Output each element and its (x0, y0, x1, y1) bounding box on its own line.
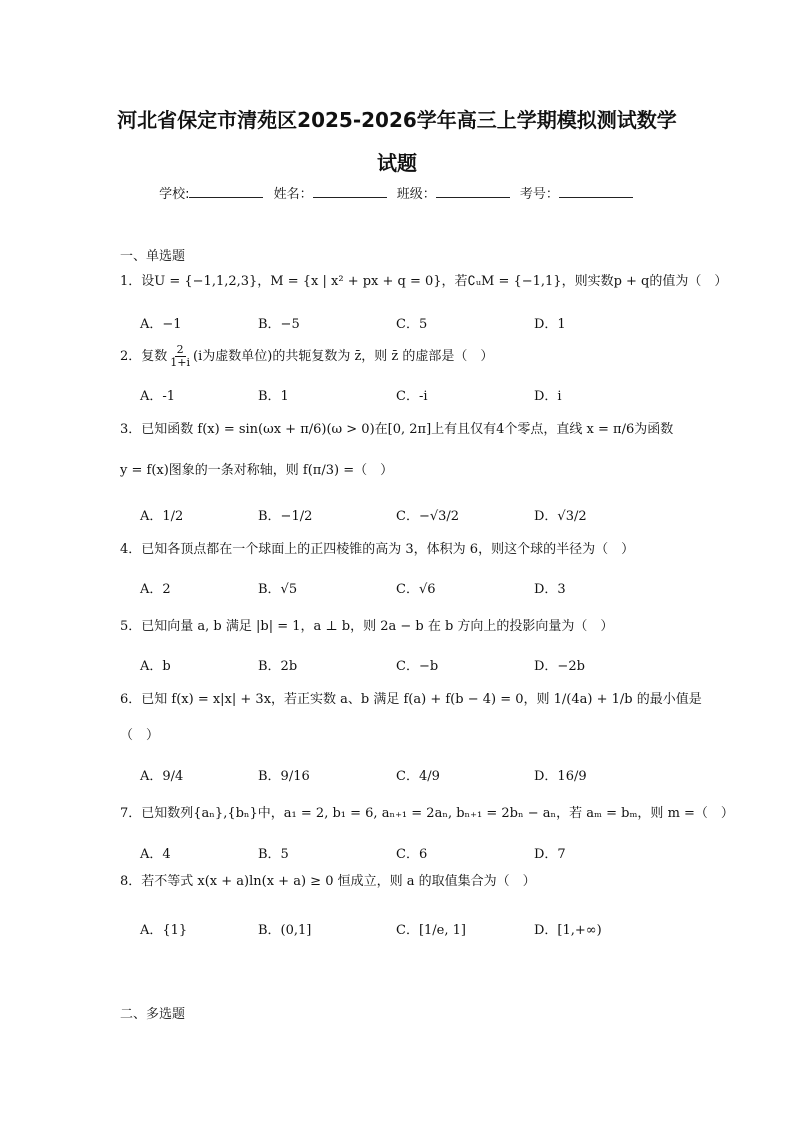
option-a[interactable]: A．b (140, 659, 171, 674)
option-c[interactable]: C．−√3/2 (396, 509, 460, 524)
option-c[interactable]: C．5 (396, 317, 428, 332)
option-c[interactable]: C．-i (396, 389, 428, 404)
page-title-line1: 河北省保定市清苑区2025-2026学年高三上学期模拟测试数学 (117, 108, 677, 132)
option-d[interactable]: D．[1,+∞) (534, 923, 602, 938)
question-8: 8．若不等式 x(x + a)ln(x + a) ≥ 0 恒成立，则 a 的取值集合为（ ） (120, 874, 536, 889)
question-6-line1: 6．已知 f(x) = x|x| + 3x，若正实数 a、b 满足 f(a) + f(b − 4) = 0，则 1/(4a) + 1/b 的最小值是 (120, 692, 702, 707)
option-c[interactable]: C．−b (396, 659, 439, 674)
option-d[interactable]: D．3 (534, 582, 566, 597)
class-blank[interactable] (436, 185, 510, 198)
option-b[interactable]: B．5 (258, 847, 289, 862)
option-d[interactable]: D．16/9 (534, 769, 587, 784)
page-title-line2: 试题 (377, 151, 417, 175)
option-b[interactable]: B．9/16 (258, 769, 310, 784)
question-2-tail: (i为虚数单位)的共轭复数为 z̄，则 z̄ 的虚部是（ ） (193, 349, 494, 364)
option-a[interactable]: A．−1 (140, 317, 182, 332)
question-2-fraction: $\frac{2}{1+i}$ (170, 343, 191, 369)
option-d[interactable]: D．7 (534, 847, 566, 862)
option-c[interactable]: C．[1/e, 1] (396, 923, 466, 938)
option-a[interactable]: A．-1 (140, 389, 176, 404)
option-b[interactable]: B．2b (258, 659, 298, 674)
option-a[interactable]: A．4 (140, 847, 171, 862)
option-c[interactable]: C．6 (396, 847, 428, 862)
question-4: 4．已知各顶点都在一个球面上的正四棱锥的高为 3，体积为 6，则这个球的半径为（ ） (120, 542, 635, 557)
section-single-choice: 一、单选题 (120, 249, 186, 264)
question-2-lead: 2．复数 (120, 349, 168, 364)
option-d[interactable]: D．1 (534, 317, 566, 332)
option-a[interactable]: A．9/4 (140, 769, 184, 784)
school-label: 学校: (159, 187, 190, 202)
option-b[interactable]: B．√5 (258, 582, 298, 597)
question-3-line2: y = f(x)图象的一条对称轴，则 f(π/3) =（ ） (120, 463, 394, 478)
option-b[interactable]: B．(0,1] (258, 923, 312, 938)
question-2 (120, 344, 680, 369)
section-multiple-choice: 二、多选题 (120, 1007, 186, 1022)
student-info-row (0, 183, 794, 202)
exam-number-label: 考号： (519, 187, 559, 202)
exam-number-blank[interactable] (559, 185, 633, 198)
option-c[interactable]: C．√6 (396, 582, 436, 597)
option-a[interactable]: A．1/2 (140, 509, 184, 524)
option-b[interactable]: B．1 (258, 389, 289, 404)
school-blank[interactable] (189, 185, 263, 198)
question-1: 1．设U = {−1,1,2,3}，M = {x | x² + px + q = 0}，若∁ᵤM = {−1,1}，则实数p + q的值为（ ） (120, 274, 728, 289)
question-6-line2: （ ） (120, 728, 160, 743)
option-c[interactable]: C．4/9 (396, 769, 440, 784)
option-b[interactable]: B．−5 (258, 317, 300, 332)
option-d[interactable]: D．i (534, 389, 562, 404)
class-label: 班级： (396, 187, 436, 202)
question-5: 5．已知向量 a, b 满足 |b| = 1，a ⊥ b，则 2a − b 在 b 方向上的投影向量为（ ） (120, 619, 614, 634)
option-d[interactable]: D．√3/2 (534, 509, 587, 524)
option-a[interactable]: A．{1} (140, 923, 188, 938)
option-d[interactable]: D．−2b (534, 659, 585, 674)
question-7: 7．已知数列{aₙ},{bₙ}中，a₁ = 2, b₁ = 6, aₙ₊₁ = 2aₙ, bₙ₊₁ = 2bₙ − aₙ，若 aₘ = bₘ，则 m =（ ） (120, 806, 734, 821)
name-blank[interactable] (313, 185, 387, 198)
option-b[interactable]: B．−1/2 (258, 509, 313, 524)
option-a[interactable]: A．2 (140, 582, 171, 597)
name-label: 姓名： (273, 187, 313, 202)
question-3-line1: 3．已知函数 f(x) = sin(ωx + π/6)(ω > 0)在[0, 2π]上有且仅有4个零点，直线 x = π/6为函数 (120, 422, 674, 437)
